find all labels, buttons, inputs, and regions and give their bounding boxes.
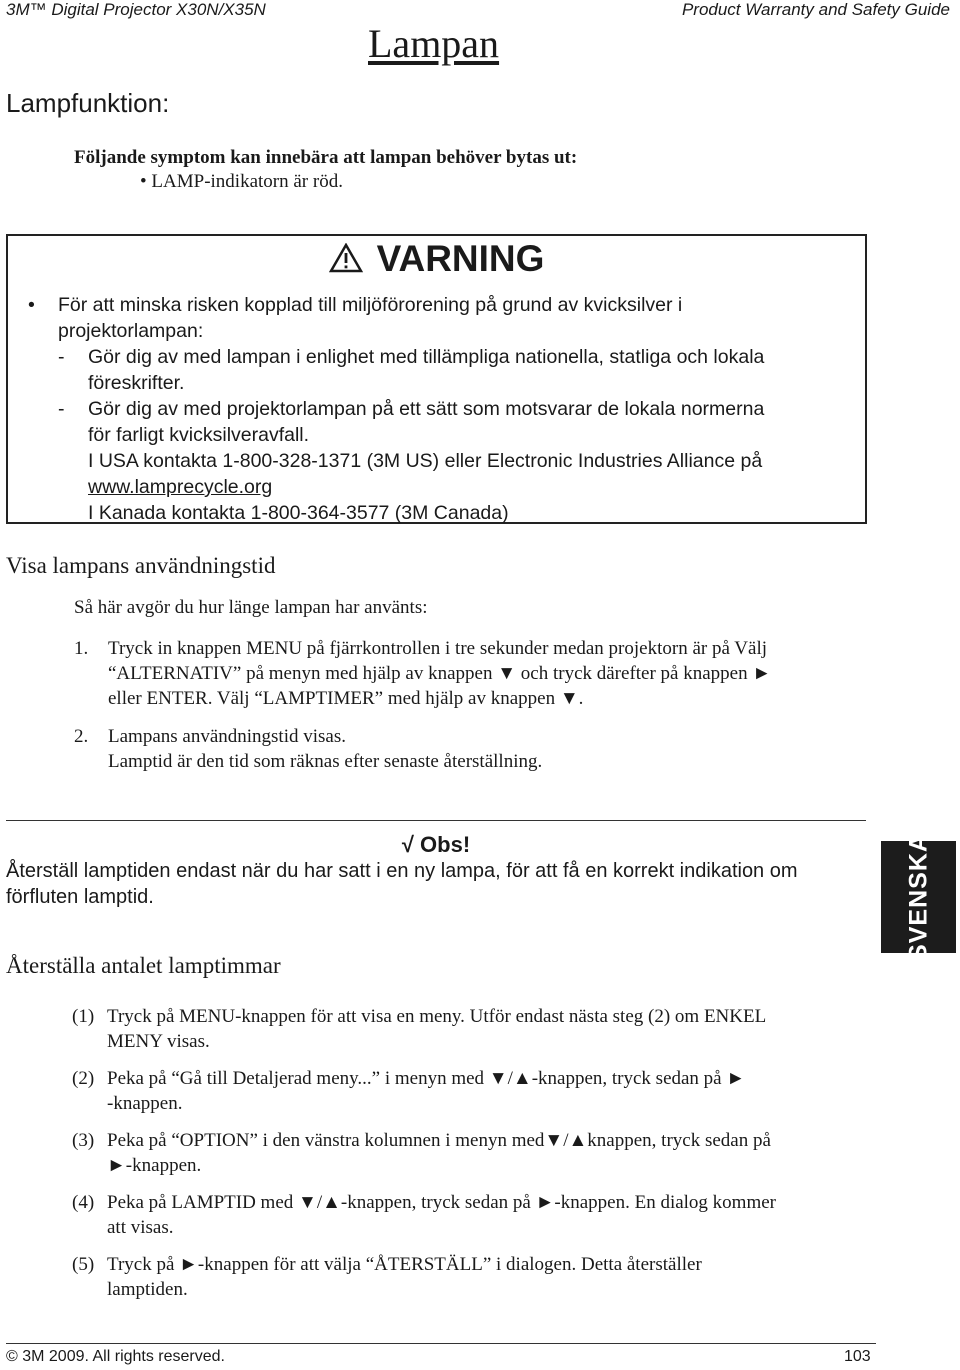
- step-line: “ALTERNATIV” på menyn med hjälp av knappen ▼ och tryck därefter på knappen ►: [108, 663, 772, 684]
- step-number: (3): [72, 1130, 95, 1151]
- step-line: MENY visas.: [107, 1031, 210, 1052]
- lamprecycle-link[interactable]: www.lamprecycle.org: [88, 476, 273, 498]
- warning-bullet-line-2: projektorlampan:: [58, 320, 204, 342]
- reset-hours-steps: [72, 1004, 872, 1314]
- step-number: (4): [72, 1192, 95, 1213]
- warning-dash-item-1: [28, 344, 858, 396]
- language-side-tab: [881, 833, 956, 961]
- footer-copyright: © 3M 2009. All rights reserved.: [6, 1348, 225, 1365]
- step-line: Lamptid är den tid som räknas efter senaste återställning.: [108, 751, 543, 772]
- warning-dash-2-line-1: Gör dig av med projektorlampan på ett sätt som motsvarar de lokala normerna: [88, 398, 765, 420]
- usage-step-1: [74, 636, 874, 711]
- step-number: (5): [72, 1254, 95, 1275]
- warning-body: [28, 292, 858, 526]
- warning-bullet-line-1: För att minska risken kopplad till miljöförorening på grund av kvicksilver i: [58, 294, 683, 316]
- step-line: Lampans användningstid visas.: [108, 726, 346, 747]
- step-line: Tryck på MENU-knappen för att visa en meny. Utför endast nästa steg (2) om ENKEL: [107, 1006, 767, 1027]
- step-number: 2.: [74, 726, 89, 747]
- warning-title: VARNING: [376, 238, 545, 279]
- warning-usa-link-row: [28, 474, 858, 500]
- note-heading: √ Obs!: [401, 832, 471, 857]
- note-divider: [6, 820, 866, 821]
- step-line: lamptiden.: [107, 1279, 188, 1300]
- warning-dash-1-line-2: föreskrifter.: [88, 372, 185, 394]
- warning-dash-2-line-2: för farligt kvicksilveravfall.: [88, 424, 310, 446]
- note-line-2: förfluten lamptid.: [6, 886, 154, 908]
- step-number: (1): [72, 1006, 95, 1027]
- reset-step-4: [72, 1190, 872, 1240]
- step-line: Peka på LAMPTID med ▼/▲-knappen, tryck sedan på ►-knappen. En dialog kommer: [107, 1192, 776, 1213]
- step-line: ►-knappen.: [107, 1155, 202, 1176]
- dash-mark: -: [58, 346, 65, 368]
- note-line-1: Återställ lamptiden endast när du har satt i en ny lampa, för att få en korrekt indikation om: [6, 860, 798, 882]
- usage-time-steps: [74, 636, 874, 787]
- usage-time-heading: Visa lampans användningstid: [6, 553, 276, 578]
- step-line: att visas.: [107, 1217, 174, 1238]
- reset-step-5: [72, 1252, 872, 1302]
- reset-step-1: [72, 1004, 872, 1054]
- warning-dash-item-2: [28, 396, 858, 448]
- dash-mark: -: [58, 398, 65, 420]
- bullet-mark: •: [28, 294, 35, 316]
- warning-heading: [8, 238, 865, 282]
- header-guide-title: Product Warranty and Safety Guide: [681, 0, 950, 19]
- lamp-function-bullet: • LAMP-indikatorn är röd.: [140, 171, 343, 192]
- usage-step-2: [74, 724, 874, 774]
- page-title: Lampan: [368, 21, 500, 66]
- footer-page-number: 103: [844, 1348, 871, 1365]
- lamp-function-heading: Lampfunktion:: [6, 88, 170, 118]
- step-line: Tryck in knappen MENU på fjärrkontrollen i tre sekunder medan projektorn är på Välj: [108, 638, 768, 659]
- usage-time-intro: Så här avgör du hur länge lampan har använts:: [74, 597, 428, 618]
- warning-dash-1-line-1: Gör dig av med lampan i enlighet med tillämpliga nationella, statliga och lokala: [88, 346, 765, 368]
- reset-hours-heading: Återställa antalet lamptimmar: [6, 953, 281, 978]
- header-product-name: 3M™ Digital Projector X30N/X35N: [6, 0, 266, 19]
- step-number: (2): [72, 1068, 95, 1089]
- language-side-tab-label: SVENSKA: [904, 833, 932, 961]
- warning-usa-contact: I USA kontakta 1-800-328-1371 (3M US) eller Electronic Industries Alliance på: [88, 450, 763, 472]
- step-line: Peka på “OPTION” i den vänstra kolumnen i menyn med▼/▲knappen, tryck sedan på: [107, 1130, 771, 1151]
- warning-box: [6, 234, 867, 524]
- warning-canada-contact: I Kanada kontakta 1-800-364-3577 (3M Canada): [88, 502, 509, 524]
- reset-step-3: [72, 1128, 872, 1178]
- step-number: 1.: [74, 638, 89, 659]
- warning-triangle-icon: [329, 240, 363, 282]
- reset-step-2: [72, 1066, 872, 1116]
- step-line: -knappen.: [107, 1093, 183, 1114]
- note-body: [6, 858, 876, 910]
- lamp-function-lead: Följande symptom kan innebära att lampan behöver bytas ut:: [74, 147, 578, 168]
- footer-divider: [6, 1343, 876, 1344]
- lamp-function-intro: [74, 146, 577, 194]
- step-line: eller ENTER. Välj “LAMPTIMER” med hjälp av knappen ▼.: [108, 688, 584, 709]
- step-line: Tryck på ►-knappen för att välja “ÅTERSTÄLL” i dialogen. Detta återställer: [107, 1254, 702, 1275]
- warning-bullet: [28, 292, 858, 344]
- step-line: Peka på “Gå till Detaljerad meny...” i menyn med ▼/▲-knappen, tryck sedan på ►: [107, 1068, 746, 1089]
